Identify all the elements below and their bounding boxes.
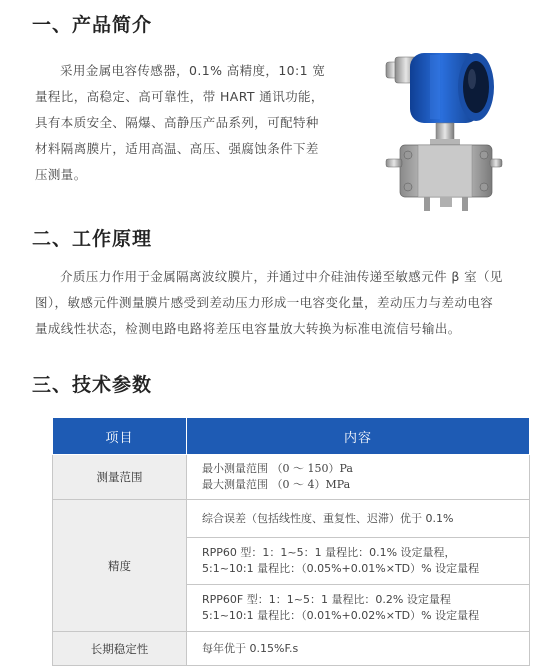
column-header-item: 项目 (53, 418, 187, 455)
row-label-stability: 长期稳定性 (53, 632, 187, 666)
rpp60f-line: 5:1~10:1 量程比：（0.01%+0.02%×TD）% 设定量程 (202, 609, 480, 622)
principle-line: 图），敏感元件测量膜片感受到差动压力形成一电容变化量，差动压力与差动电容 (35, 295, 494, 310)
principle-line: 量成线性状态，检测电路电路将差压电容量放大转换为标准电流信号输出。 (35, 321, 461, 336)
precision-rpp60f (187, 585, 530, 632)
table-row (53, 500, 530, 538)
table-row (53, 632, 530, 666)
precision-rpp60 (187, 538, 530, 585)
row-value-stability: 每年优于 0.15%F.s (187, 632, 530, 666)
rpp60f-line: RPP60F 型：1：1~5：1 量程比：0.2% 设定量程 (202, 593, 451, 606)
precision-overall: 综合误差（包括线性度、重复性、迟滞）优于 0.1% (187, 500, 530, 538)
pressure-transmitter-image (378, 47, 506, 219)
spec-table (52, 417, 530, 666)
principle-line: 介质压力作用于金属隔离波纹膜片，并通过中介硅油传递至敏感元件 β 室（见 (60, 269, 503, 284)
rpp60-line: 5:1~10:1 量程比：（0.05%+0.01%×TD）% 设定量程 (202, 562, 480, 575)
range-min: 最小测量范围 （0 ～ 150）Pa (202, 462, 353, 475)
rpp60-line: RPP60 型：1：1~5：1 量程比：0.1% 设定量程， (202, 546, 456, 559)
table-row (53, 455, 530, 500)
intro-paragraph (35, 58, 355, 188)
column-header-content: 内容 (187, 418, 530, 455)
row-value-range (187, 455, 530, 500)
row-label-range: 测量范围 (53, 455, 187, 500)
spec-table-header (53, 418, 530, 455)
intro-line: 压测量。 (35, 167, 87, 182)
intro-line: 采用金属电容传感器，0.1% 高精度，10:1 宽 (60, 63, 326, 78)
section-heading-intro: 一、产品简介 (32, 14, 153, 36)
section-heading-principle: 二、工作原理 (32, 228, 153, 250)
intro-line: 具有本质安全、隔爆、高静压产品系列，可配特种 (35, 115, 319, 130)
principle-paragraph (35, 264, 549, 342)
range-max: 最大测量范围 （0 ～ 4）MPa (202, 478, 351, 491)
intro-line: 材料隔离膜片，适用高温、高压、强腐蚀条件下差 (35, 141, 319, 156)
intro-line: 量程比，高稳定、高可靠性，带 HART 通讯功能， (35, 89, 324, 104)
section-heading-specs: 三、技术参数 (32, 374, 153, 396)
row-label-precision: 精度 (53, 500, 187, 632)
